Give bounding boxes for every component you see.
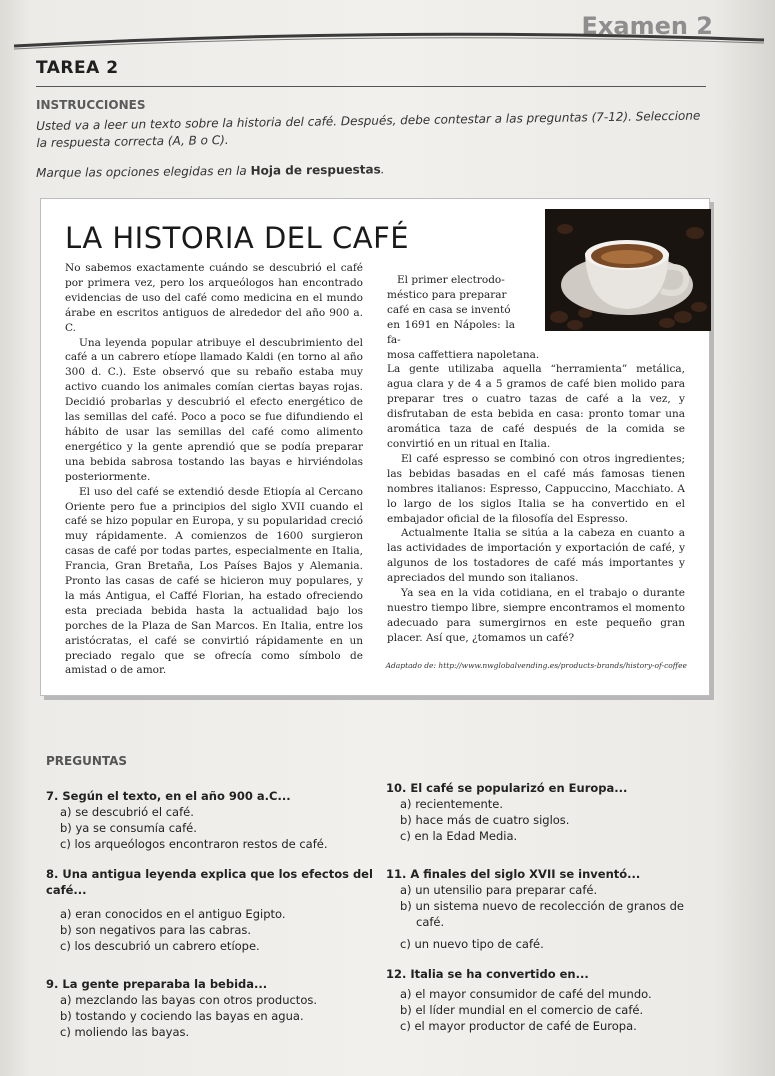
option-b[interactable]: b) un sistema nuevo de recolección de granos de — [400, 899, 684, 913]
article-line: El primer electrodo- — [397, 274, 505, 286]
question-7 — [46, 788, 376, 852]
article-left-column — [65, 261, 363, 678]
article-paragraph: La gente utilizaba aquella “herramienta” metálica, agua clara y de 4 a 5 gramos de café bien molido para preparar tres o cuatro tazas de café a la vez, y disfrutaban de esta bebida en casa: pronto tomar una aromática taza de café después de la comida se convirtió en un ritual en Italia. — [387, 363, 685, 450]
option-a[interactable]: a) recientemente. — [400, 797, 504, 811]
option-b[interactable]: b) hace más de cuatro siglos. — [400, 813, 570, 827]
article-paragraph: El café espresso se combinó con otros ingredientes; las bebidas basadas en el café más famosas tienen nombres italianos: Espresso, Cappuccino, Macchiato. A lo largo de los siglos Italia se ha convertido en el embajador oficial de la filosofía del Espresso. — [387, 452, 685, 525]
option-a[interactable]: a) un utensilio para preparar café. — [400, 883, 598, 897]
header-rule — [14, 30, 774, 70]
option-a[interactable]: a) mezclando las bayas con otros productos. — [60, 993, 318, 1007]
instructions-text: Usted va a leer un texto sobre la historia del café. Después, debe contestar a las preguntas (7-12). Seleccione la respuesta correcta (A, B o C). — [36, 108, 701, 150]
option-c[interactable]: c) un nuevo tipo de café. — [400, 937, 544, 951]
option-a[interactable]: a) se descubrió el café. — [60, 805, 194, 819]
question-8 — [46, 866, 376, 954]
option-b[interactable]: b) el líder mundial en el comercio de café. — [400, 1003, 644, 1017]
article-right-column — [387, 273, 685, 646]
question-11 — [386, 866, 706, 952]
question-9 — [46, 976, 376, 1040]
article-paragraph: Ya sea en la vida cotidiana, en el trabajo o durante nuestro tiempo libre, siempre encontramos el momento adecuado para sumergirnos en este pequeño gran placer. Así que, ¿tomamos un café? — [387, 587, 685, 644]
article-paragraph: El uso del café se extendió desde Etiopía al Cercano Oriente pero fue a principios del siglo XVII cuando el café se hizo popular en Europa, y su popularidad creció muy rápidamente. A comienzos de 1600 surgieron casas de café por todas partes, especialmente en Italia, Francia, Gran Bretaña, Los Países Bajos y Alemania. Pronto las casas de café se hicieron muy populares, y la más Antigua, el Caffé Florian, ha estado ofreciendo esta preciada bebida hasta la actualidad bajo los porches de la Plaza de San Marcos. En Italia, entre los aristócratas, el café se convirtió rápidamente en un preciado regalo que se ofrecía como símbolo de amistad o de amor. — [65, 485, 363, 677]
option-c[interactable]: c) moliendo las bayas. — [60, 1025, 190, 1039]
option-a[interactable]: a) el mayor consumidor de café del mundo. — [400, 987, 652, 1001]
question-text: 9. La gente preparaba la bebida... — [46, 977, 268, 991]
option-a[interactable]: a) eran conocidos en el antiguo Egipto. — [60, 907, 286, 921]
article-line: café en casa se inventó — [387, 303, 511, 316]
source-credit: Adaptado de: http://www.nwglobalvending.es/products-brands/history-of-coffee — [385, 661, 687, 670]
exam-title: Examen 2 — [581, 12, 713, 40]
article-box — [40, 198, 710, 696]
article-title: LA HISTORIA DEL CAFÉ — [65, 221, 410, 255]
article-line: en 1691 en Nápoles: la fa- — [387, 318, 515, 346]
question-text: 8. Una antigua leyenda explica que los efectos del — [46, 867, 373, 881]
question-text-cont: café... — [46, 883, 87, 897]
question-12 — [386, 966, 706, 1034]
question-text: 10. El café se popularizó en Europa... — [386, 781, 628, 795]
option-c[interactable]: c) los arqueólogos encontraron restos de café. — [60, 837, 328, 851]
option-b[interactable]: b) son negativos para las cabras. — [60, 923, 252, 937]
instructions-title: INSTRUCCIONES — [36, 98, 146, 112]
instructions-text-2: Marque las opciones elegidas en la Hoja de respuestas. — [36, 162, 385, 180]
question-text: 12. Italia se ha convertido en... — [386, 967, 589, 981]
article-paragraph: No sabemos exactamente cuándo se descubrió el café por primera vez, pero los arqueólogos han encontrado evidencias de uso del café como medicina en el mundo árabe en escritos antiguos de alrededor del año 900 a. C. — [65, 262, 363, 334]
question-10 — [386, 780, 706, 844]
article-line: mosa caffettiera napoletana. — [387, 348, 540, 361]
option-c[interactable]: c) en la Edad Media. — [400, 829, 518, 843]
option-b[interactable]: b) ya se consumía café. — [60, 821, 197, 835]
task-title: TAREA 2 — [36, 58, 119, 78]
option-b-cont: café. — [416, 915, 445, 929]
article-line: méstico para preparar — [387, 288, 507, 301]
option-c[interactable]: c) los descubrió un cabrero etíope. — [60, 939, 260, 953]
question-text: 7. Según el texto, en el año 900 a.C... — [46, 789, 291, 803]
article-paragraph: Actualmente Italia se sitúa a la cabeza en cuanto a las actividades de importación y exportación de café, y algunos de los tostadores de café más importantes y apreciados del mundo son italianos. — [387, 527, 685, 585]
questions-title: PREGUNTAS — [46, 754, 128, 768]
question-text: 11. A finales del siglo XVII se inventó... — [386, 867, 641, 881]
task-rule — [36, 86, 706, 87]
article-paragraph: Una leyenda popular atribuye el descubrimiento del café a un cabrero etíope llamado Kaldi (en torno al año 300 d. C.). Este observó que su rebaño estaba muy activo cuando los animales comían ciertas bayas rojas. Decidió probarlas y descubrió el efecto energético de las semillas del café. Poco a poco se fue difundiendo el hábito de usar las semillas del café como alimento energético y la gente aprendió que se podía preparar una bebida sabrosa tostando las bayas e hirviéndolas posteriormente. — [65, 336, 363, 483]
option-b[interactable]: b) tostando y cociendo las bayas en agua. — [60, 1009, 304, 1023]
article-paragraph-narrow — [387, 273, 540, 362]
option-c[interactable]: c) el mayor productor de café de Europa. — [400, 1019, 637, 1033]
